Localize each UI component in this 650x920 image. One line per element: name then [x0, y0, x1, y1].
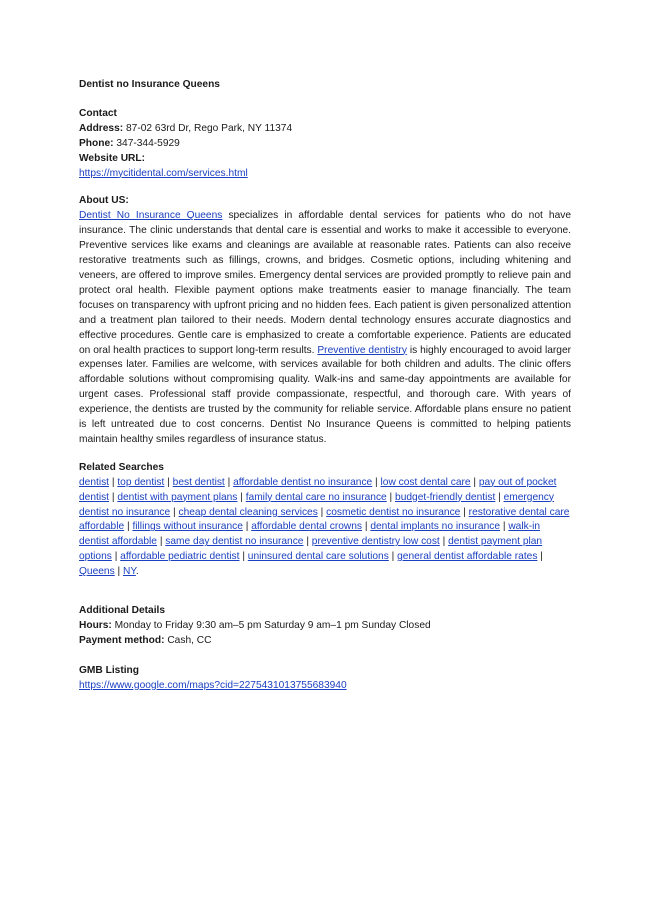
related-searches-section [79, 461, 571, 580]
link-separator: | [537, 551, 543, 563]
payment-label: Payment method: [79, 634, 165, 646]
link-separator: | [164, 476, 173, 488]
about-link-preventive-dentistry[interactable]: Preventive dentistry [317, 344, 407, 356]
gmb-link[interactable]: https://www.google.com/maps?cid=2275431013755683940 [79, 679, 347, 691]
related-search-link[interactable]: affordable dental crowns [251, 521, 363, 533]
related-search-link[interactable]: low cost dental care [380, 476, 471, 488]
phone-line [79, 137, 571, 152]
about-section [79, 194, 571, 447]
additional-details-heading: Additional Details [79, 605, 166, 617]
link-separator: | [460, 506, 469, 518]
link-separator: | [156, 536, 166, 548]
related-search-link[interactable]: dentist payment plan options [79, 536, 543, 563]
link-separator: | [386, 491, 396, 503]
related-search-link[interactable]: pay out of pocket dentist [79, 476, 557, 503]
link-separator: | [303, 536, 312, 548]
hours-line [79, 619, 571, 634]
link-separator: | [495, 491, 504, 503]
related-search-link[interactable]: affordable pediatric dentist [120, 551, 240, 563]
gmb-section [79, 664, 571, 694]
about-paragraph [79, 209, 571, 448]
about-heading: About US: [79, 195, 129, 207]
hours-value: Monday to Friday 9:30 am–5 pm Saturday 9 am–1 pm Sunday Closed [114, 620, 431, 631]
link-separator: | [114, 566, 123, 578]
related-search-link[interactable]: family dental care no insurance [245, 491, 387, 503]
link-separator: | [109, 476, 118, 488]
phone-value: 347-344-5929 [116, 137, 180, 149]
link-separator: | [124, 521, 133, 533]
related-search-link[interactable]: fillings without insurance [132, 521, 243, 533]
link-separator: | [239, 551, 248, 563]
related-search-link[interactable]: cosmetic dentist no insurance [326, 506, 461, 518]
related-search-link[interactable]: affordable dentist no insurance [233, 476, 373, 488]
related-search-link[interactable]: budget-friendly dentist [395, 491, 496, 503]
link-separator: | [170, 506, 179, 518]
link-separator: | [470, 476, 479, 488]
link-separator: | [362, 521, 371, 533]
additional-details-section [79, 604, 571, 649]
related-search-link[interactable]: uninsured dental care solutions [247, 551, 389, 563]
related-search-link[interactable]: Queens [79, 566, 115, 578]
related-searches-heading: Related Searches [79, 461, 164, 473]
payment-line [79, 634, 571, 649]
about-text-2: is highly encouraged to avoid larger expenses later. Families are welcome, with services available for both children and adults. The clinic offers affordable solutions without compromising quality. Walk-ins and same-day appointments are available for urgent cases. Professional staff provide compassionate, respectful, and thorough care. With years of experience, the dentists are trusted by the community for reliable service. Affordable plans ensure no patient is left untreated due to cost concerns. Dentist No Insurance Queens is committed to helping patients maintain healthy smiles regardless of insurance status. [79, 344, 572, 445]
link-separator: | [388, 551, 398, 563]
link-separator: | [242, 521, 252, 533]
address-value: 87-02 63rd Dr, Rego Park, NY 11374 [126, 122, 293, 134]
about-text-1: specializes in affordable dental services for patients who do not have insurance. The clinic understands that dental care is essential and works to make it accessible to everyone. Preventive services like exams and cleanings are available at reasonable rates. Patients can also receive restorative treatments such as fillings, crowns, and bridges. Cosmetic options, including whitening and veneers, are offered to improve smiles. Emergency dental services are provided promptly to relieve pain and protect oral health. Flexible payment options make treatments easier to manage financially. The team focuses on transparency with upfront pricing and no hidden fees. Each patient is given personalized attention and a treatment plan tailored to their needs. Modern dental technology ensures accurate diagnostics and effective procedures. Gentle care is emphasized to create a comfortable experience. Patients are educated on oral health practices to support long-term results. [79, 210, 571, 356]
related-search-link[interactable]: cheap dental cleaning services [178, 506, 318, 518]
website-label: Website URL: [79, 152, 146, 164]
related-search-link[interactable]: same day dentist no insurance [165, 536, 304, 548]
address-line [79, 122, 571, 137]
page-title: Dentist no Insurance Queens [79, 79, 220, 90]
related-search-link[interactable]: top dentist [117, 476, 165, 488]
contact-heading: Contact [79, 107, 117, 119]
related-search-link[interactable]: restorative dental care affordable [79, 506, 570, 533]
phone-label: Phone: [79, 137, 114, 149]
website-link[interactable]: https://mycitidental.com/services.html [79, 167, 248, 179]
related-search-link[interactable]: preventive dentistry low cost [311, 536, 440, 548]
related-search-link[interactable]: dental implants no insurance [370, 521, 501, 533]
link-separator: | [500, 521, 509, 533]
link-separator: | [109, 491, 118, 503]
related-search-link[interactable]: NY [123, 566, 136, 578]
gmb-heading: GMB Listing [79, 664, 139, 676]
list-end-period: . [135, 566, 139, 578]
related-search-link[interactable]: walk-in dentist affordable [79, 521, 541, 548]
related-search-link[interactable]: general dentist affordable rates [397, 551, 538, 563]
link-separator: | [111, 551, 121, 563]
link-separator: | [237, 491, 246, 503]
link-separator: | [372, 476, 381, 488]
hours-label: Hours: [79, 620, 112, 631]
about-link-dentist-no-insurance-queens[interactable]: Dentist No Insurance Queens [79, 210, 223, 222]
related-search-link[interactable]: dentist [79, 476, 110, 488]
link-separator: | [439, 536, 449, 548]
address-label: Address: [79, 122, 124, 134]
related-searches-list [79, 476, 571, 580]
link-separator: | [224, 476, 234, 488]
payment-value: Cash, CC [167, 634, 212, 646]
related-search-link[interactable]: emergency dentist no insurance [79, 491, 554, 518]
document-page [79, 78, 571, 707]
contact-section [79, 107, 571, 182]
link-separator: | [317, 506, 327, 518]
related-search-link[interactable]: dentist with payment plans [117, 491, 238, 503]
related-search-link[interactable]: best dentist [172, 476, 225, 488]
